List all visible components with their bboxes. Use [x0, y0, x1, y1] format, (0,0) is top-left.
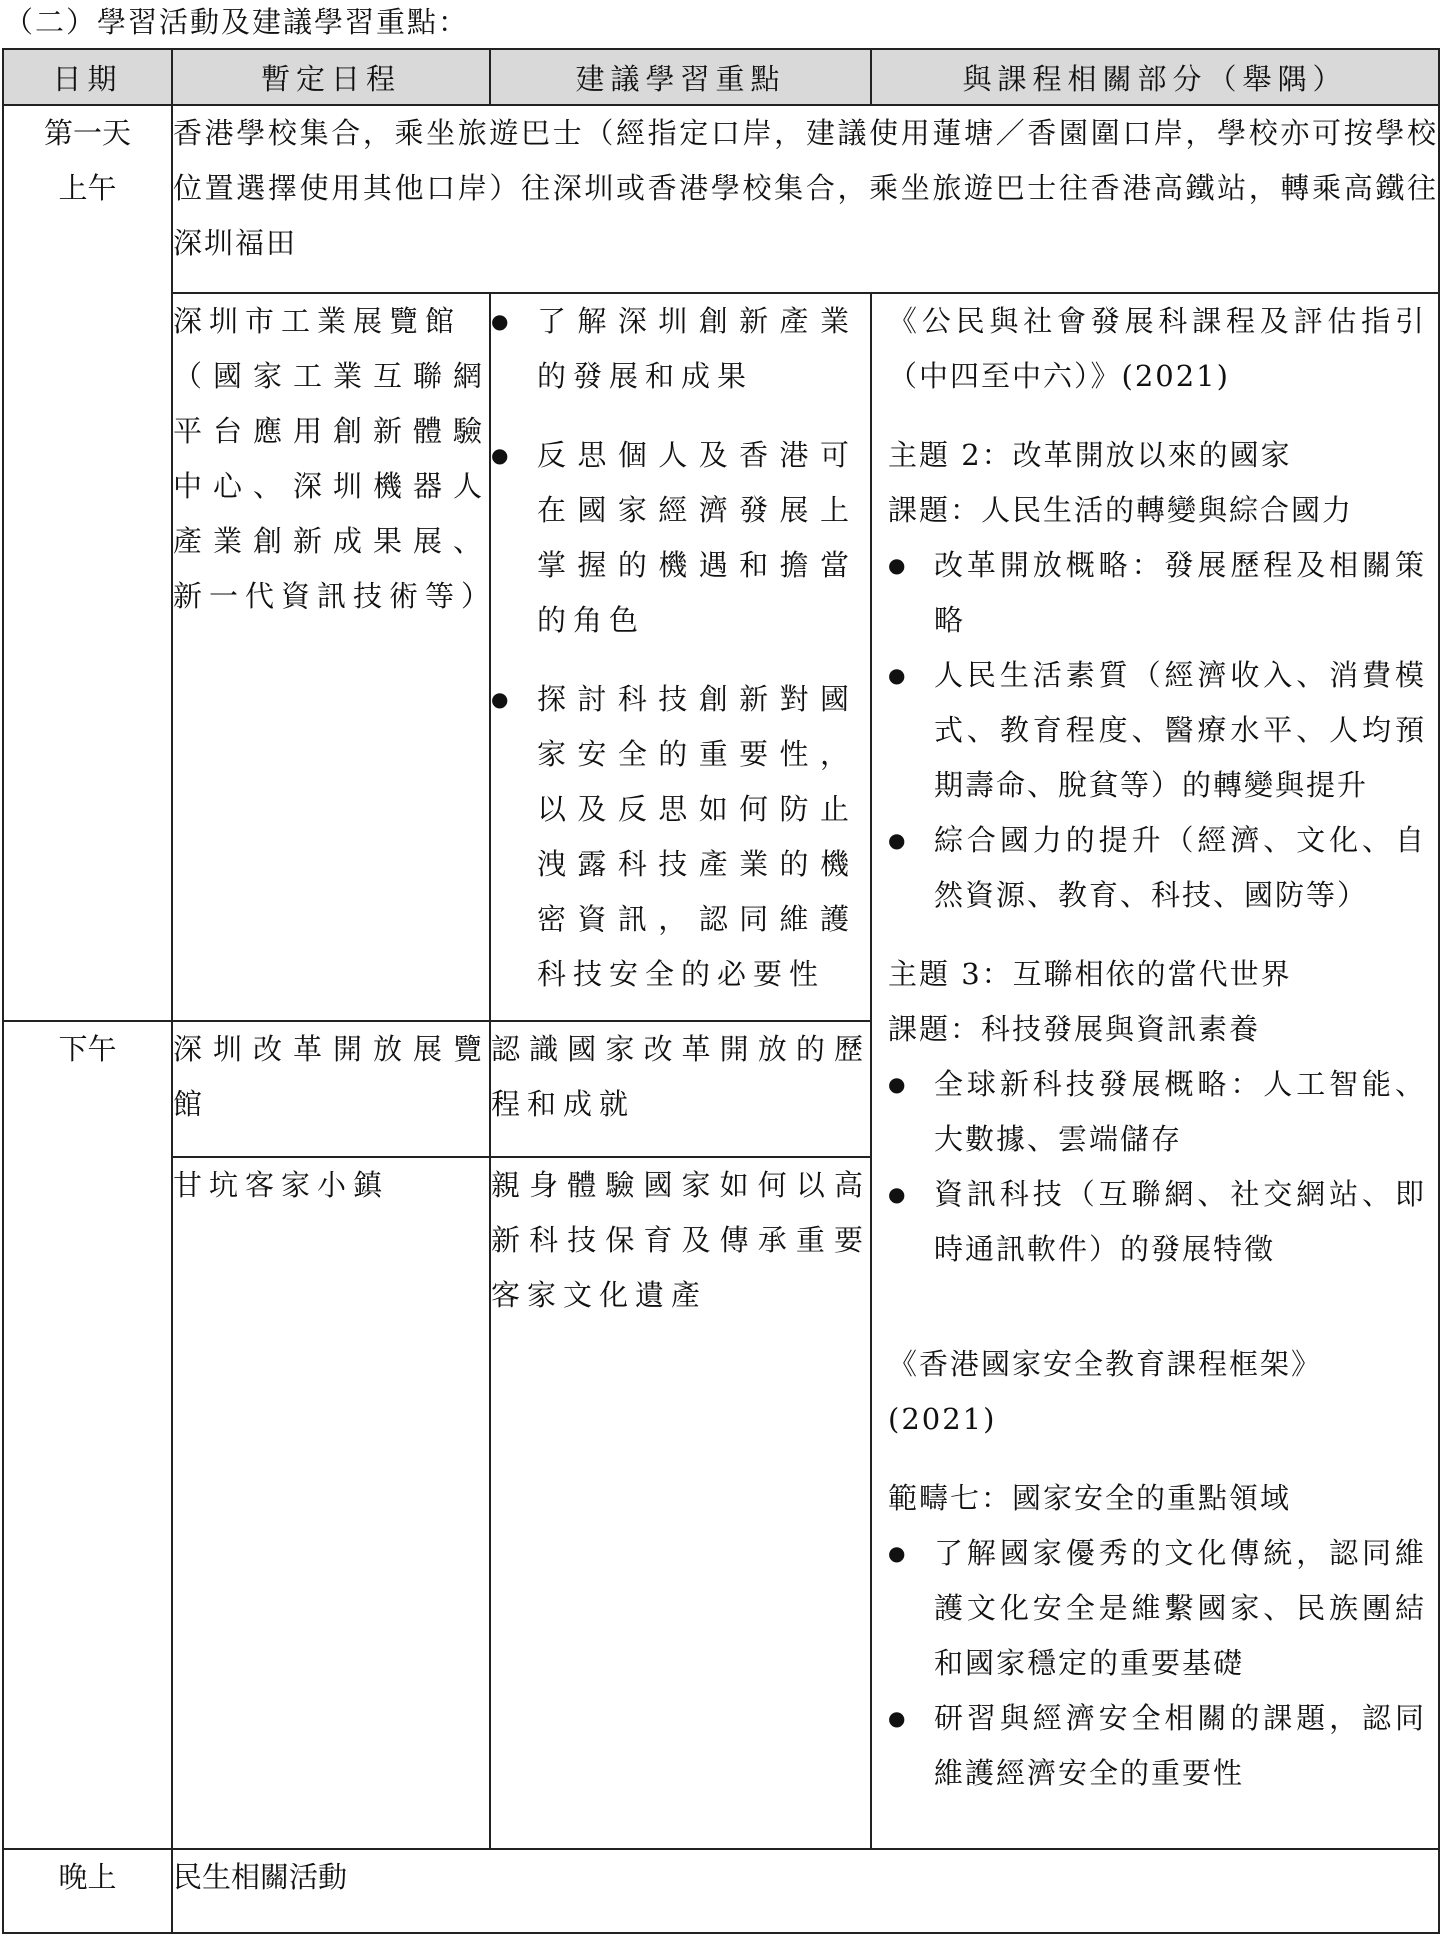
- learning-focus-text: 認識國家改革開放的歷程和成就: [491, 1032, 870, 1121]
- header-learning-focus: 建議學習重點: [490, 49, 871, 105]
- learning-focus-cell: [490, 1021, 871, 1157]
- scope-title: 範疇七：國家安全的重點領域: [888, 1481, 1292, 1515]
- day-label: 第一天: [43, 116, 131, 150]
- period-label: 晚上: [58, 1860, 117, 1894]
- table-row: [3, 293, 1439, 1021]
- learning-focus-text: 親身體驗國家如何以高新科技保育及傳承重要客家文化遺產: [491, 1168, 870, 1312]
- itinerary-table: [2, 48, 1440, 1934]
- gathering-cell: [172, 105, 1439, 293]
- schedule-text: 甘坑客家小鎮: [173, 1168, 390, 1202]
- list-item: ● 全球新科技發展概略：人工智能、大數據、雲端儲存: [888, 1057, 1426, 1167]
- header-curriculum: 與課程相關部分（舉隅）: [871, 49, 1439, 105]
- header-date: 日期: [3, 49, 172, 105]
- learning-focus-cell: [490, 1157, 871, 1849]
- topic-title: 課題：科技發展與資訊素養: [888, 1012, 1261, 1046]
- schedule-text: 深圳改革開放展覽館: [173, 1032, 489, 1121]
- evening-activity-cell: [172, 1849, 1439, 1933]
- learning-focus-cell: [490, 293, 871, 1021]
- theme-title: 主題 3：互聯相依的當代世界: [888, 957, 1292, 991]
- list-item: ● 人民生活素質（經濟收入、消費模式、教育程度、醫療水平、人均預期壽命、脫貧等）的轉變與提升: [888, 648, 1426, 813]
- list-item: ● 了解深圳創新產業的發展和成果: [491, 294, 856, 404]
- topic-title: 課題：人民生活的轉變與綜合國力: [888, 493, 1354, 527]
- header-schedule: 暫定日程: [172, 49, 490, 105]
- list-item: ● 探討科技創新對國家安全的重要性，以及反思如何防止洩露科技產業的機密資訊，認同維護科技安全的必要性: [491, 672, 856, 1002]
- day-cell-evening: [3, 1849, 172, 1933]
- list-item: ● 了解國家優秀的文化傳統，認同維護文化安全是維繫國家、民族團結和國家穩定的重要基礎: [888, 1526, 1426, 1691]
- section-heading: （二）學習活動及建議學習重點：: [4, 5, 470, 39]
- list-item: ● 資訊科技（互聯網、社交網站、即時通訊軟件）的發展特徵: [888, 1167, 1426, 1277]
- list-item: ● 改革開放概略：發展歷程及相關策略: [888, 538, 1426, 648]
- schedule-main: 深圳市工業展覽館: [173, 304, 462, 338]
- list-item: ● 反思個人及香港可在國家經濟發展上掌握的機遇和擔當的角色: [491, 428, 856, 648]
- table-row: [3, 1849, 1439, 1933]
- table-header-row: [3, 49, 1439, 105]
- period-label: 上午: [58, 171, 117, 205]
- doc-title: 《公民與社會發展科課程及評估指引（中四至中六）》(2021): [888, 304, 1426, 393]
- day-cell-morning: [3, 105, 172, 1021]
- gathering-text: 香港學校集合，乘坐旅遊巴士（經指定口岸，建議使用蓮塘／香園圍口岸，學校亦可按學校位置選擇使用其他口岸）往深圳或香港學校集合，乘坐旅遊巴士往香港高鐵站，轉乘高鐵往深圳福田: [173, 116, 1438, 260]
- period-label: 下午: [58, 1032, 117, 1066]
- doc-title: 《香港國家安全教育課程框架》: [888, 1347, 1323, 1381]
- list-item: ● 研習與經濟安全相關的課題，認同維護經濟安全的重要性: [888, 1691, 1426, 1801]
- day-cell-afternoon: [3, 1021, 172, 1849]
- schedule-cell: [172, 293, 498, 1021]
- schedule-cell: [172, 1157, 490, 1849]
- theme-title: 主題 2：改革開放以來的國家: [888, 438, 1292, 472]
- curriculum-cell: [871, 293, 1439, 1849]
- evening-activity-text: 民生相關活動: [173, 1860, 348, 1894]
- table-row: [3, 105, 1439, 293]
- schedule-sub: （國家工業互聯網平台應用創新體驗中心、深圳機器人產業創新成果展、新一代資訊技術等）: [173, 359, 498, 613]
- schedule-cell: [172, 1021, 490, 1157]
- list-item: ● 綜合國力的提升（經濟、文化、自然資源、教育、科技、國防等）: [888, 813, 1426, 923]
- doc-year: (2021): [888, 1402, 997, 1436]
